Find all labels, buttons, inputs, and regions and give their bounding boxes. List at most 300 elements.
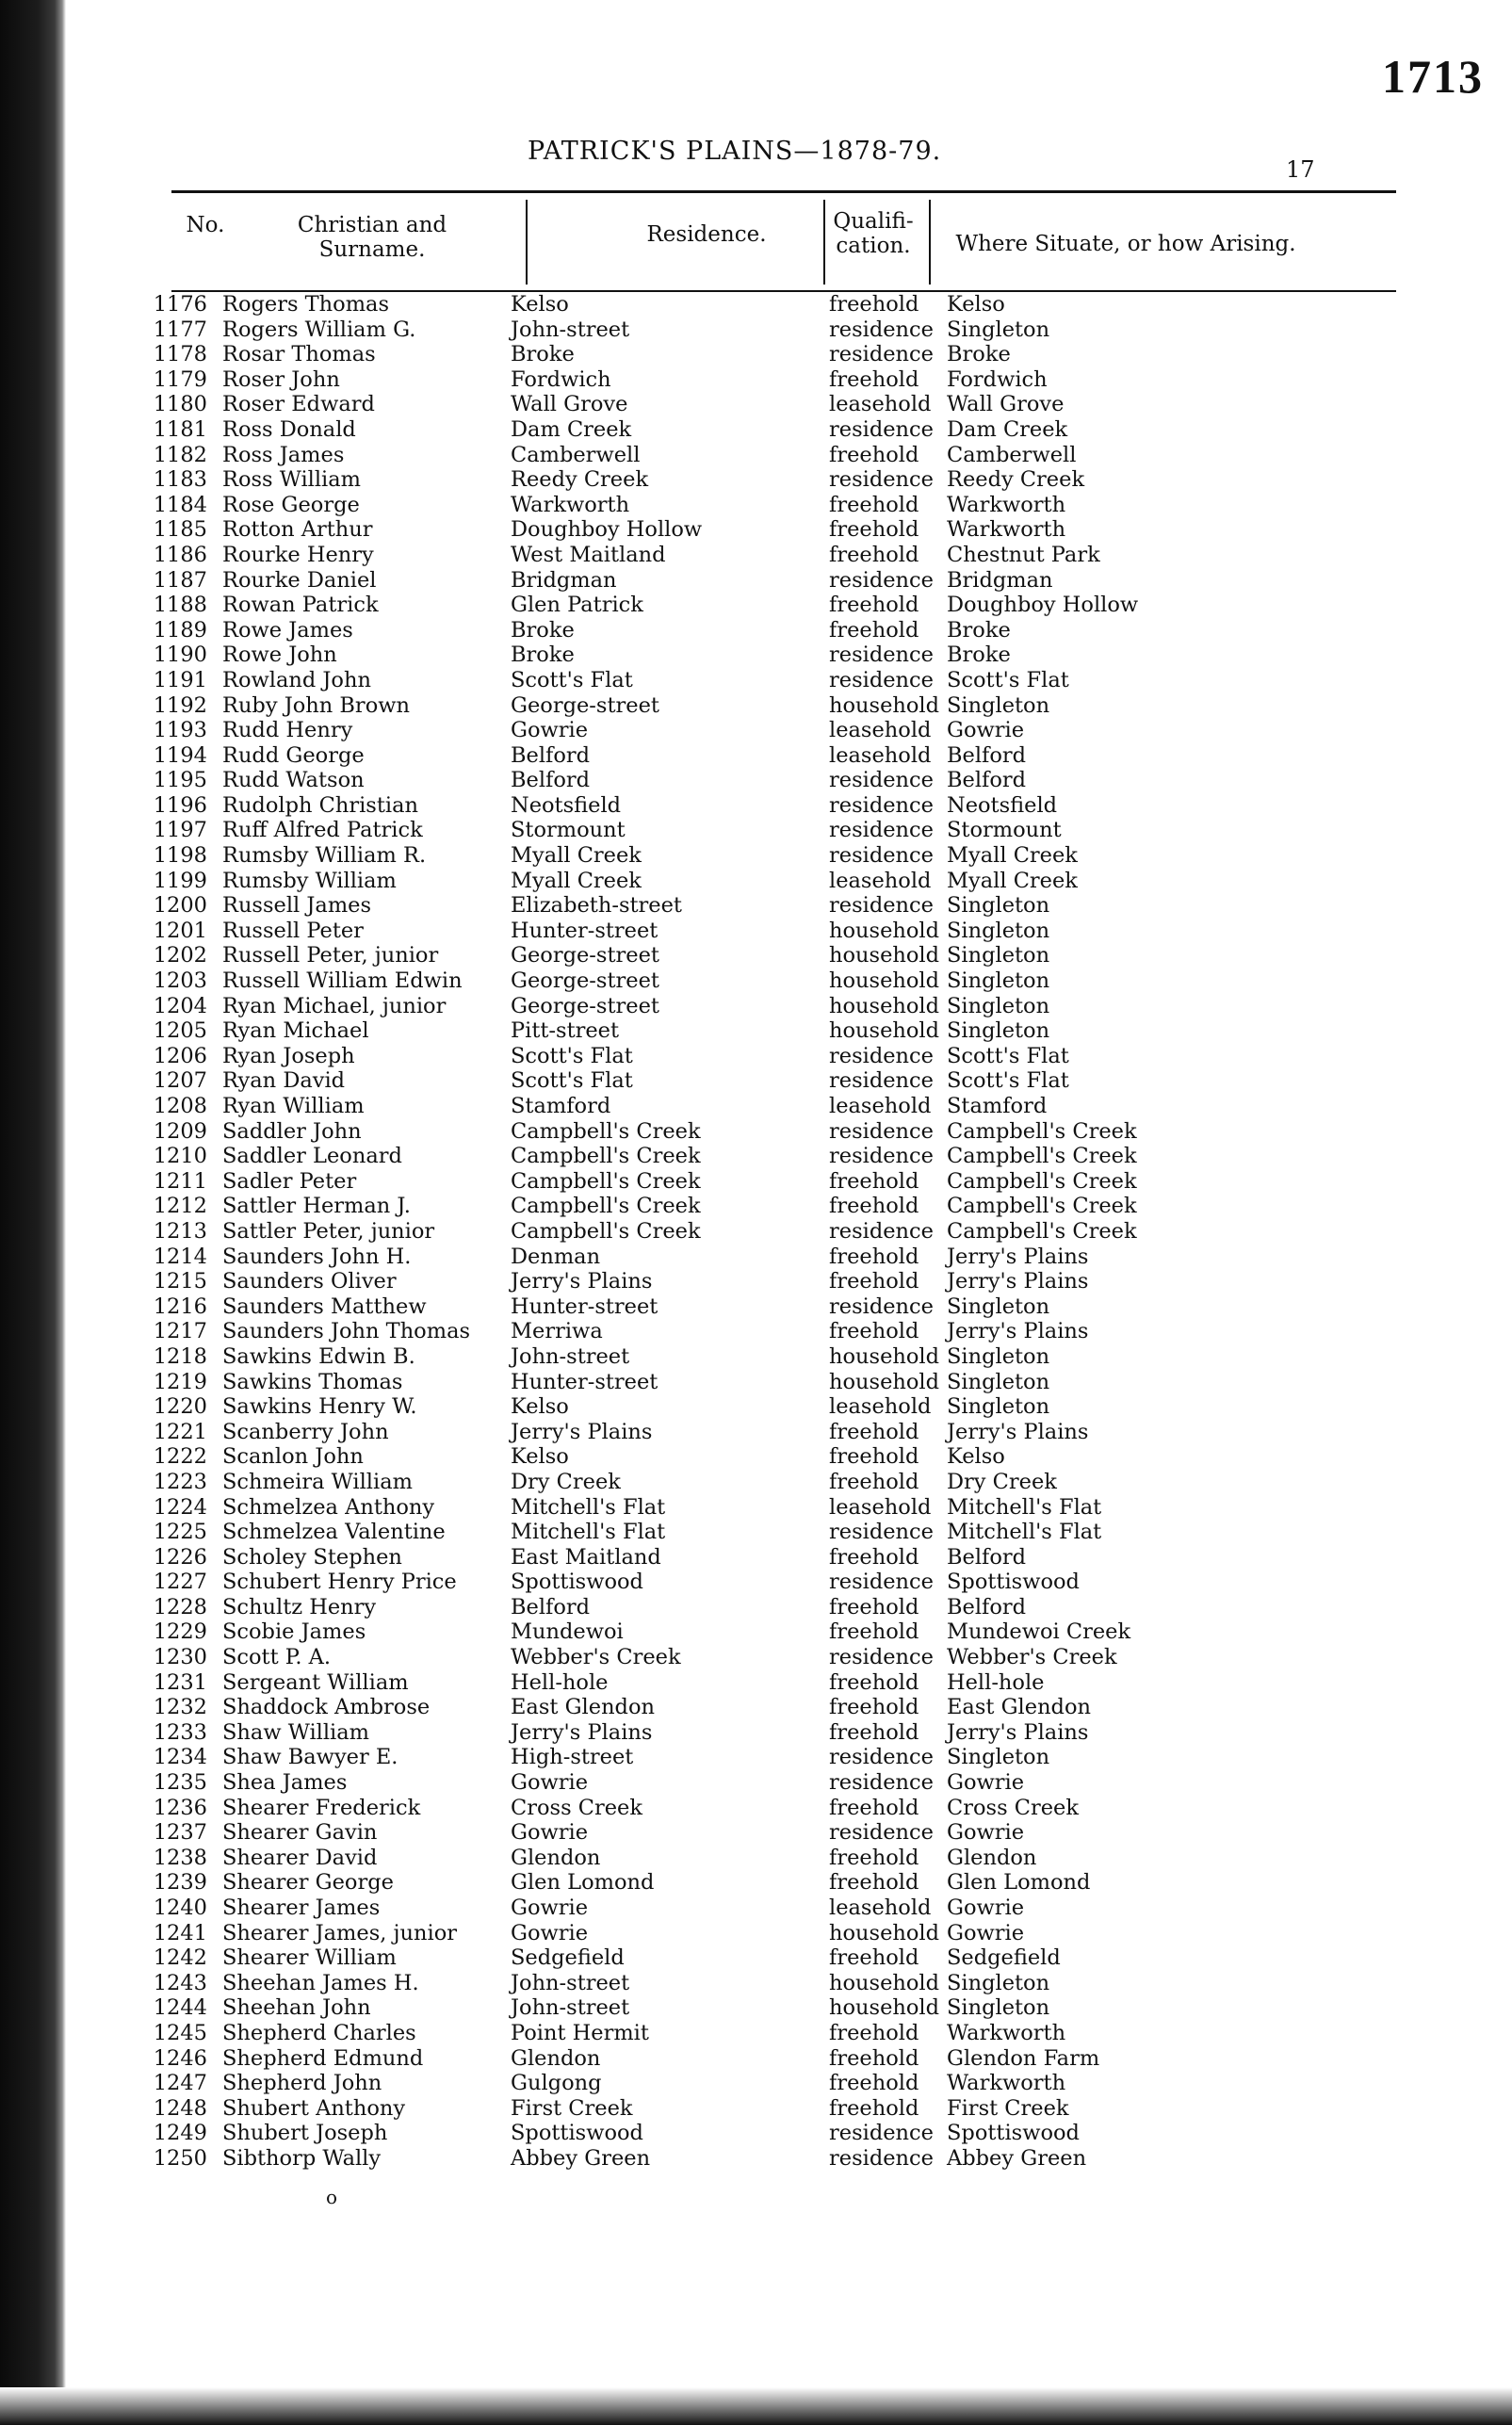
cell-name: Rowan Patrick <box>222 593 379 618</box>
cell-qualification: residence <box>829 1820 934 1846</box>
table-row <box>66 1144 1512 1169</box>
cell-no: 1233 <box>153 1719 207 1745</box>
cell-no: 1218 <box>153 1343 207 1369</box>
cell-no: 1250 <box>153 2145 207 2171</box>
cell-qualification: residence <box>829 1770 934 1796</box>
cell-no: 1220 <box>153 1394 207 1420</box>
cell-where: Singleton <box>947 893 1050 919</box>
cell-name: Schultz Henry <box>222 1594 377 1619</box>
column-header-where: Where Situate, or how Arising. <box>955 232 1296 256</box>
cell-qualification: freehold <box>829 1695 919 1720</box>
cell-qualification: freehold <box>829 1594 919 1619</box>
cell-where: Campbell's Creek <box>947 1194 1137 1219</box>
cell-no: 1191 <box>153 667 207 692</box>
cell-residence: Gowrie <box>511 1920 589 1945</box>
table-row <box>66 1520 1512 1545</box>
cell-no: 1205 <box>153 1018 207 1044</box>
cell-qualification: freehold <box>829 1619 919 1645</box>
cell-no: 1187 <box>153 567 207 593</box>
table-row <box>66 2071 1512 2096</box>
cell-qualification: leasehold <box>829 1394 932 1420</box>
cell-where: Jerry's Plains <box>947 1269 1089 1294</box>
table-row <box>66 1870 1512 1896</box>
cell-where: Myall Creek <box>947 843 1078 869</box>
cell-qualification: freehold <box>829 1168 919 1194</box>
cell-name: Ruby John Brown <box>222 692 410 718</box>
table-row <box>66 1044 1512 1069</box>
cell-name: Shepherd John <box>222 2071 382 2096</box>
table-row <box>66 869 1512 894</box>
cell-name: Roser Edward <box>222 392 375 417</box>
cell-residence: Myall Creek <box>511 868 642 893</box>
table-row <box>66 342 1512 367</box>
table-row <box>66 1269 1512 1294</box>
cell-qualification: household <box>829 1995 940 2021</box>
cell-no: 1209 <box>153 1118 207 1144</box>
header-top-rule <box>171 190 1396 193</box>
cell-residence: Stormount <box>511 818 626 843</box>
cell-where: East Glendon <box>947 1695 1091 1720</box>
cell-residence: John-street <box>511 1970 630 1995</box>
cell-qualification: residence <box>829 2121 934 2146</box>
cell-qualification: freehold <box>829 1194 919 1219</box>
cell-name: Shubert Anthony <box>222 2095 406 2121</box>
cell-qualification: residence <box>829 1043 934 1068</box>
cell-no: 1202 <box>153 943 207 968</box>
cell-residence: East Glendon <box>511 1695 655 1720</box>
cell-residence: Merriwa <box>511 1319 603 1344</box>
cell-residence: George-street <box>511 943 659 968</box>
cell-where: Singleton <box>947 1343 1050 1369</box>
cell-name: Scobie James <box>222 1619 366 1645</box>
cell-where: Scott's Flat <box>947 1068 1069 1094</box>
cell-name: Scott P. A. <box>222 1645 332 1670</box>
cell-qualification: freehold <box>829 542 919 567</box>
cell-residence: Scott's Flat <box>511 1068 633 1094</box>
cell-name: Sattler Peter, junior <box>222 1218 435 1244</box>
cell-no: 1176 <box>153 292 207 317</box>
table-row <box>66 768 1512 793</box>
cell-where: Kelso <box>947 1444 1005 1470</box>
cell-qualification: residence <box>829 893 934 919</box>
cell-residence: Cross Creek <box>511 1795 642 1820</box>
cell-name: Shepherd Edmund <box>222 2045 424 2071</box>
cell-where: Singleton <box>947 1970 1050 1995</box>
table-row <box>66 493 1512 518</box>
page-title: PATRICK'S PLAINS—1878-79. <box>528 137 942 166</box>
cell-name: Saddler John <box>222 1118 362 1144</box>
table-row <box>66 2146 1512 2172</box>
cell-no: 1236 <box>153 1795 207 1820</box>
cell-qualification: freehold <box>829 2020 919 2045</box>
register-rows <box>66 292 1512 2172</box>
cell-residence: Gowrie <box>511 1770 589 1796</box>
table-row <box>66 618 1512 643</box>
cell-qualification: freehold <box>829 1244 919 1269</box>
cell-qualification: residence <box>829 1068 934 1094</box>
cell-qualification: freehold <box>829 1469 919 1494</box>
cell-qualification: freehold <box>829 1669 919 1695</box>
cell-qualification: freehold <box>829 2095 919 2121</box>
table-row <box>66 968 1512 994</box>
cell-residence: Neotsfield <box>511 792 622 818</box>
cell-no: 1217 <box>153 1319 207 1344</box>
cell-where: Campbell's Creek <box>947 1168 1137 1194</box>
column-divider <box>526 200 528 285</box>
table-row <box>66 1645 1512 1670</box>
cell-qualification: freehold <box>829 1795 919 1820</box>
table-row <box>66 843 1512 869</box>
cell-no: 1180 <box>153 392 207 417</box>
cell-qualification: leasehold <box>829 1896 932 1920</box>
cell-where: Glen Lomond <box>947 1870 1091 1896</box>
table-row <box>66 392 1512 417</box>
register-page <box>66 0 1512 2387</box>
cell-where: Webber's Creek <box>947 1645 1117 1670</box>
cell-qualification: residence <box>829 792 934 818</box>
cell-no: 1212 <box>153 1194 207 1219</box>
cell-residence: John-street <box>511 1995 630 2021</box>
table-row <box>66 1370 1512 1395</box>
cell-qualification: household <box>829 1018 940 1044</box>
cell-name: Sattler Herman J. <box>222 1194 411 1219</box>
cell-name: Scanberry John <box>222 1419 389 1444</box>
cell-where: Singleton <box>947 943 1050 968</box>
cell-qualification: residence <box>829 768 934 793</box>
cell-residence: Kelso <box>511 1394 569 1420</box>
column-header-no: No. <box>186 213 225 237</box>
cell-qualification: freehold <box>829 1419 919 1444</box>
cell-name: Shubert Joseph <box>222 2121 388 2146</box>
cell-where: Mundewoi Creek <box>947 1619 1131 1645</box>
cell-where: Gowrie <box>947 1896 1025 1920</box>
column-divider <box>823 200 825 285</box>
cell-where: Dry Creek <box>947 1469 1057 1494</box>
cell-where: Reedy Creek <box>947 467 1085 493</box>
cell-residence: Mitchell's Flat <box>511 1494 666 1520</box>
cell-residence: Dry Creek <box>511 1469 621 1494</box>
cell-residence: Gowrie <box>511 1896 589 1920</box>
table-row <box>66 417 1512 443</box>
cell-name: Shearer James, junior <box>222 1920 458 1945</box>
cell-qualification: residence <box>829 317 934 342</box>
cell-where: Belford <box>947 1544 1027 1570</box>
cell-name: Shearer George <box>222 1870 394 1896</box>
cell-name: Shearer Gavin <box>222 1820 378 1846</box>
cell-name: Shearer Frederick <box>222 1795 421 1820</box>
cell-residence: Belford <box>511 1594 591 1619</box>
cell-name: Rowe James <box>222 617 353 643</box>
cell-name: Ryan David <box>222 1068 346 1094</box>
cell-where: Jerry's Plains <box>947 1719 1089 1745</box>
cell-residence: Stamford <box>511 1094 611 1118</box>
cell-qualification: freehold <box>829 1845 919 1870</box>
cell-name: Ruff Alfred Patrick <box>222 818 423 843</box>
cell-residence: Campbell's Creek <box>511 1168 701 1194</box>
cell-no: 1210 <box>153 1144 207 1169</box>
cell-where: Jerry's Plains <box>947 1244 1089 1269</box>
cell-qualification: freehold <box>829 1544 919 1570</box>
cell-residence: First Creek <box>511 2095 633 2121</box>
table-row <box>66 1570 1512 1595</box>
cell-no: 1203 <box>153 968 207 994</box>
cell-no: 1247 <box>153 2071 207 2096</box>
cell-name: Rowe John <box>222 643 337 668</box>
cell-where: Kelso <box>947 292 1005 317</box>
cell-name: Schmelzea Anthony <box>222 1494 435 1520</box>
cell-no: 1214 <box>153 1244 207 1269</box>
table-row <box>66 2096 1512 2122</box>
cell-name: Saunders Oliver <box>222 1269 397 1294</box>
cell-residence: Campbell's Creek <box>511 1144 701 1169</box>
table-row <box>66 1194 1512 1219</box>
table-row <box>66 1921 1512 1946</box>
cell-name: Schubert Henry Price <box>222 1570 457 1595</box>
cell-residence: Campbell's Creek <box>511 1194 701 1219</box>
cell-name: Rudd Watson <box>222 768 365 793</box>
cell-residence: George-street <box>511 993 659 1018</box>
table-row <box>66 1796 1512 1821</box>
cell-where: Campbell's Creek <box>947 1118 1137 1144</box>
cell-no: 1245 <box>153 2020 207 2045</box>
cell-residence: Pitt-street <box>511 1018 620 1044</box>
cell-name: Rosar Thomas <box>222 342 376 367</box>
cell-where: Campbell's Creek <box>947 1218 1137 1244</box>
cell-name: Russell James <box>222 893 372 919</box>
cell-no: 1237 <box>153 1820 207 1846</box>
cell-residence: Mitchell's Flat <box>511 1520 666 1545</box>
table-row <box>66 1018 1512 1044</box>
cell-qualification: freehold <box>829 517 919 543</box>
cell-where: Warkworth <box>947 517 1066 543</box>
cell-no: 1246 <box>153 2045 207 2071</box>
cell-where: Sedgefield <box>947 1945 1061 1971</box>
book-binding-edge <box>0 0 66 2425</box>
table-row <box>66 1670 1512 1696</box>
cell-qualification: household <box>829 1920 940 1945</box>
cell-residence: George-street <box>511 968 659 994</box>
cell-no: 1183 <box>153 467 207 493</box>
cell-no: 1199 <box>153 868 207 893</box>
cell-where: Belford <box>947 768 1027 793</box>
cell-name: Rotton Arthur <box>222 517 373 543</box>
cell-no: 1178 <box>153 342 207 367</box>
cell-name: Rumsby William R. <box>222 843 427 869</box>
cell-name: Ryan Joseph <box>222 1043 355 1068</box>
cell-where: Broke <box>947 643 1011 668</box>
cell-where: Singleton <box>947 1745 1050 1770</box>
cell-no: 1229 <box>153 1619 207 1645</box>
cell-residence: Hunter-street <box>511 1369 658 1394</box>
table-row <box>66 1444 1512 1470</box>
cell-residence: Campbell's Creek <box>511 1118 701 1144</box>
cell-name: Sawkins Edwin B. <box>222 1343 415 1369</box>
cell-qualification: residence <box>829 1218 934 1244</box>
table-row <box>66 919 1512 944</box>
cell-name: Shepherd Charles <box>222 2020 416 2045</box>
cell-residence: Glendon <box>511 1845 601 1870</box>
cell-no: 1193 <box>153 718 207 743</box>
cell-no: 1181 <box>153 416 207 442</box>
cell-no: 1190 <box>153 643 207 668</box>
cell-residence: Broke <box>511 617 575 643</box>
cell-name: Rogers Thomas <box>222 292 390 317</box>
cell-residence: George-street <box>511 692 659 718</box>
cell-where: Broke <box>947 342 1011 367</box>
cell-where: Scott's Flat <box>947 1043 1069 1068</box>
cell-where: Campbell's Creek <box>947 1144 1137 1169</box>
cell-where: Broke <box>947 617 1011 643</box>
cell-where: Jerry's Plains <box>947 1419 1089 1444</box>
cell-name: Scanlon John <box>222 1444 364 1470</box>
cell-qualification: household <box>829 1970 940 1995</box>
column-divider <box>929 200 931 285</box>
cell-residence: Warkworth <box>511 492 630 517</box>
cell-residence: John-street <box>511 1343 630 1369</box>
table-row <box>66 893 1512 919</box>
table-row <box>66 1820 1512 1846</box>
cell-no: 1188 <box>153 593 207 618</box>
cell-no: 1223 <box>153 1469 207 1494</box>
cell-no: 1206 <box>153 1043 207 1068</box>
cell-name: Rose George <box>222 492 360 517</box>
cell-name: Sawkins Thomas <box>222 1369 403 1394</box>
table-row <box>66 2121 1512 2146</box>
cell-residence: Hunter-street <box>511 1294 658 1319</box>
cell-no: 1215 <box>153 1269 207 1294</box>
cell-no: 1182 <box>153 442 207 467</box>
table-row <box>66 317 1512 343</box>
table-row <box>66 593 1512 618</box>
table-row <box>66 1770 1512 1796</box>
cell-no: 1225 <box>153 1520 207 1545</box>
cell-where: Gowrie <box>947 1920 1025 1945</box>
table-row <box>66 1068 1512 1094</box>
cell-where: Cross Creek <box>947 1795 1079 1820</box>
cell-name: Ryan Michael <box>222 1018 369 1044</box>
cell-qualification: residence <box>829 643 934 668</box>
cell-qualification: household <box>829 968 940 994</box>
cell-name: Saunders Matthew <box>222 1294 427 1319</box>
cell-no: 1248 <box>153 2095 207 2121</box>
table-row <box>66 1995 1512 2021</box>
sheet-number: 17 <box>1286 156 1315 183</box>
cell-residence: Jerry's Plains <box>511 1419 653 1444</box>
cell-name: Rogers William G. <box>222 317 416 342</box>
cell-no: 1226 <box>153 1544 207 1570</box>
cell-where: Glendon <box>947 1845 1037 1870</box>
cell-qualification: freehold <box>829 617 919 643</box>
cell-name: Rourke Henry <box>222 542 374 567</box>
cell-where: Gowrie <box>947 1820 1025 1846</box>
cell-where: Dam Creek <box>947 416 1068 442</box>
cell-no: 1224 <box>153 1494 207 1520</box>
table-row <box>66 1896 1512 1921</box>
cell-no: 1230 <box>153 1645 207 1670</box>
cell-residence: Scott's Flat <box>511 667 633 692</box>
table-row <box>66 1971 1512 1996</box>
cell-where: Mitchell's Flat <box>947 1494 1102 1520</box>
table-row <box>66 1119 1512 1145</box>
cell-residence: Glen Lomond <box>511 1870 655 1896</box>
table-row <box>66 1094 1512 1119</box>
cell-where: Singleton <box>947 993 1050 1018</box>
cell-no: 1179 <box>153 366 207 392</box>
table-row <box>66 517 1512 543</box>
cell-no: 1227 <box>153 1570 207 1595</box>
cell-residence: Abbey Green <box>511 2145 651 2171</box>
cell-no: 1232 <box>153 1695 207 1720</box>
table-row <box>66 943 1512 968</box>
table-row <box>66 1319 1512 1344</box>
cell-name: Sibthorp Wally <box>222 2145 382 2171</box>
cell-residence: Sedgefield <box>511 1945 625 1971</box>
cell-name: Sheehan John <box>222 1995 371 2021</box>
cell-where: Gowrie <box>947 1770 1025 1796</box>
cell-qualification: household <box>829 993 940 1018</box>
cell-residence: Broke <box>511 643 575 668</box>
table-row <box>66 1394 1512 1420</box>
cell-where: First Creek <box>947 2095 1069 2121</box>
table-row <box>66 1245 1512 1270</box>
cell-no: 1234 <box>153 1745 207 1770</box>
cell-residence: Belford <box>511 768 591 793</box>
cell-name: Saddler Leonard <box>222 1144 402 1169</box>
table-row <box>66 443 1512 468</box>
cell-residence: Kelso <box>511 1444 569 1470</box>
cell-name: Shaw William <box>222 1719 369 1745</box>
cell-residence: Point Hermit <box>511 2020 649 2045</box>
cell-no: 1186 <box>153 542 207 567</box>
table-row <box>66 467 1512 493</box>
cell-qualification: freehold <box>829 1945 919 1971</box>
cell-qualification: residence <box>829 342 934 367</box>
cell-residence: Myall Creek <box>511 843 642 869</box>
cell-residence: East Maitland <box>511 1544 661 1570</box>
cell-no: 1208 <box>153 1094 207 1118</box>
cell-where: Glendon Farm <box>947 2045 1100 2071</box>
cell-qualification: residence <box>829 467 934 493</box>
cell-where: Singleton <box>947 1369 1050 1394</box>
cell-name: Ross William <box>222 467 361 493</box>
column-header-qualification: Qualifi-cation. <box>833 209 914 258</box>
cell-where: Bridgman <box>947 567 1053 593</box>
cell-no: 1244 <box>153 1995 207 2021</box>
cell-no: 1238 <box>153 1845 207 1870</box>
cell-no: 1198 <box>153 843 207 869</box>
cell-no: 1204 <box>153 993 207 1018</box>
cell-where: Scott's Flat <box>947 667 1069 692</box>
cell-where: Belford <box>947 1594 1027 1619</box>
cell-residence: Reedy Creek <box>511 467 649 493</box>
cell-no: 1189 <box>153 617 207 643</box>
cell-qualification: residence <box>829 1118 934 1144</box>
table-row <box>66 367 1512 393</box>
cell-no: 1194 <box>153 742 207 768</box>
cell-name: Ryan William <box>222 1094 365 1118</box>
table-row <box>66 793 1512 819</box>
cell-where: Spottiswood <box>947 2121 1080 2146</box>
cell-name: Sawkins Henry W. <box>222 1394 417 1420</box>
page-number: 1713 <box>1382 50 1484 103</box>
table-row <box>66 718 1512 743</box>
cell-name: Sheehan James H. <box>222 1970 419 1995</box>
table-row <box>66 1344 1512 1370</box>
cell-qualification: residence <box>829 567 934 593</box>
cell-no: 1228 <box>153 1594 207 1619</box>
cell-no: 1195 <box>153 768 207 793</box>
cell-name: Rourke Daniel <box>222 567 377 593</box>
